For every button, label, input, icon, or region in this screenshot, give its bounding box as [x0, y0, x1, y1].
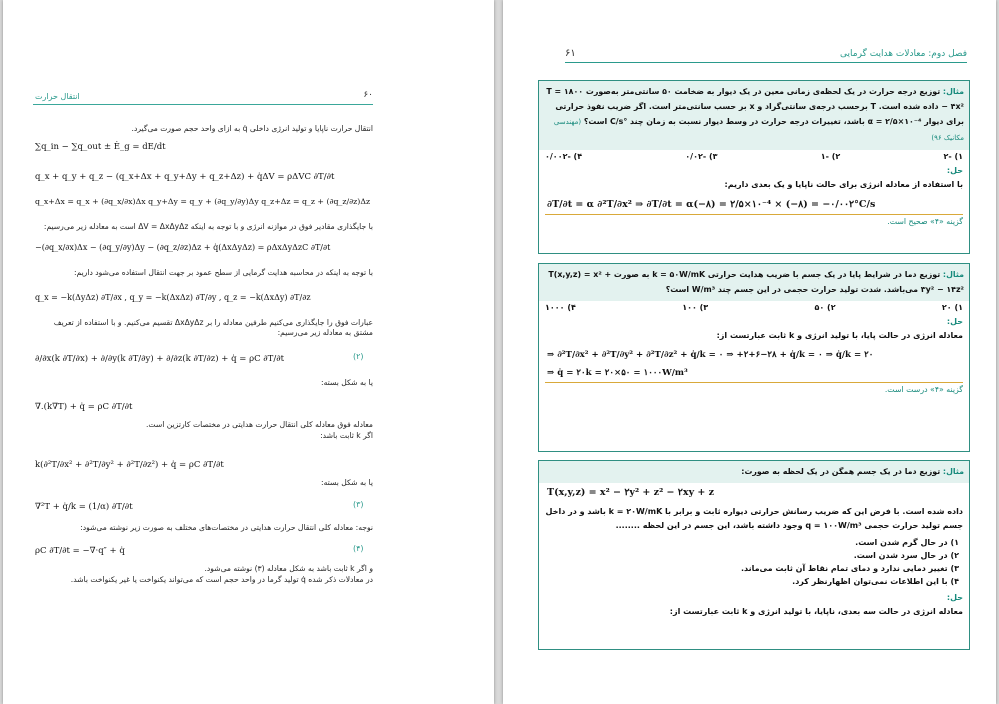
solution-label: حل:	[946, 593, 963, 602]
option[interactable]: ۱) -۲	[943, 152, 963, 161]
example-box	[538, 460, 970, 650]
example-source: (مهندسی مکانیک ۹۶)	[553, 118, 964, 142]
equation: k(∂²T/∂x² + ∂²T/∂y² + ∂²T/∂z²) + q̇ = ρC ∂T/∂t	[35, 460, 224, 470]
choice[interactable]: ۴) با این اطلاعات نمی‌توان اظهارنظر کرد.	[792, 577, 959, 586]
example-question	[539, 81, 969, 150]
right-page-header	[565, 45, 967, 63]
paragraph: انتقال حرارت ناپایا و تولید انرژی داخلی q̇ به ازای واحد حجم صورت می‌گیرد.	[131, 124, 373, 133]
example-tag: مثال:	[942, 270, 964, 279]
solution	[539, 312, 969, 346]
solution	[539, 588, 969, 622]
solution-equation: ⇒ q̇ = ۲۰k = ۲۰×۵۰ = ۱۰۰۰W/m³	[547, 368, 688, 378]
example-question	[539, 264, 969, 301]
equation: q_x + q_y + q_z − (q_x+Δx + q_y+Δy + q_z+Δz) + q̇ΔV = ρΔVC ∂T/∂t	[35, 172, 335, 182]
choice[interactable]: ۱) در حال گرم شدن است.	[855, 538, 959, 547]
options-row	[539, 150, 969, 161]
paragraph: و اگر k ثابت باشد به شکل معادله (۳) نوشته می‌شود.	[204, 564, 373, 573]
left-page-header-title: انتقال حرارت	[35, 92, 80, 101]
question-continuation: داده شده است. با فرض این که ضریب رسانش حرارتی دیواره ثابت و برابر با k = ۲۰W/mK باشد و در داخل جسم تولید حرارت حجمی q = ۱۰۰W/m³ وجود داشته باشد، این جسم در این لحظه ........	[545, 507, 963, 530]
equation: ∇.(k∇T) + q̇ = ρC ∂T/∂t	[35, 402, 133, 412]
equation: q_x = −k(ΔyΔz) ∂T/∂x , q_y = −k(ΔxΔz) ∂T/∂y , q_z = −k(ΔxΔy) ∂T/∂z	[35, 293, 311, 302]
right-page-number: ۶۱	[565, 48, 576, 59]
solution-text: معادله انرژی در حالت سه بعدی، ناپایا، با تولید انرژی و k ثابت عبارتست از:	[669, 607, 963, 616]
option[interactable]: ۴) -۰/۰۰۲	[545, 152, 583, 161]
solution	[539, 161, 969, 195]
left-page-number: ۶۰	[363, 90, 373, 100]
equation-number: (۲)	[353, 352, 364, 361]
equation: ρC ∂T/∂t = −∇·q″ + q̇	[35, 546, 125, 556]
example-question-text: توزیع دما در یک جسم همگن در یک لحظه به صورت:	[741, 467, 941, 476]
paragraph: عبارات فوق را جایگذاری می‌کنیم طرفین معادله را بر ΔxΔyΔz تقسیم می‌کنیم. و با استفاده از تعریف مشتق به معادله زیر می‌رسیم:	[53, 318, 373, 337]
option[interactable]: ۳) -۰/۰۲	[685, 152, 718, 161]
equation: ∂/∂x(k ∂T/∂x) + ∂/∂y(k ∂T/∂y) + ∂/∂z(k ∂T/∂z) + q̇ = ρC ∂T/∂t	[35, 354, 285, 364]
example-box	[538, 80, 970, 254]
equation-number: (۴)	[353, 544, 364, 553]
solution-text: با استفاده از معادله انرژی برای حالت ناپایا و یک بعدی داریم:	[724, 180, 963, 189]
option[interactable]: ۲) -۱	[820, 152, 841, 161]
paragraph: یا به شکل بسته:	[321, 478, 373, 487]
answer: گزینه «۴» درست است.	[884, 385, 963, 394]
left-page-header	[33, 88, 373, 105]
example-tag: مثال:	[942, 87, 964, 96]
paragraph: یا به شکل بسته:	[321, 378, 373, 387]
right-page-header-title: فصل دوم: معادلات هدایت گرمایی	[840, 49, 967, 59]
answer: گزینه «۴» صحیح است.	[887, 217, 963, 226]
choice[interactable]: ۲) در حال سرد شدن است.	[853, 551, 959, 560]
equation: ∇²T + q̇/k = (1/α) ∂T/∂t	[35, 502, 133, 512]
paragraph: اگر k ثابت باشد:	[320, 431, 373, 440]
option[interactable]: ۲) ۵۰	[814, 303, 836, 312]
note-paragraph: نوجه: معادله کلی انتقال حرارت هدایتی در مختصات‌های مختلف به صورت زیر نوشته می‌شود:	[80, 523, 373, 532]
right-page	[503, 0, 996, 704]
option[interactable]: ۴) ۱۰۰۰	[545, 303, 576, 312]
equation-number: (۳)	[353, 500, 364, 509]
equation: ∑q_in − ∑q_out ± Ė_g = dE/dt	[35, 142, 166, 152]
option[interactable]: ۱) ۲۰	[941, 303, 963, 312]
choice[interactable]: ۳) تغییر دمایی ندارد و دمای تمام نقاط آن ثابت می‌ماند.	[740, 564, 959, 573]
left-page	[3, 0, 494, 704]
option[interactable]: ۳) ۱۰۰	[682, 303, 709, 312]
question-equation: T(x,y,z) = x² − ۲y² + z² − ۲xy + z	[547, 487, 715, 498]
example-question-text: توزیع دما در شرایط پایا در یک جسم با ضریب هدایت حرارتی k = ۵۰W/mK به صورت T(x,y,z) = x² + ۳y² − ۱۴z² می‌باشد. شدت تولید حرارت حجمی در این جسم چند W/m³ است؟	[548, 270, 964, 294]
solution-text: معادله انرژی در حالت پایا، با تولید انرژی و k ثابت عبارتست از:	[716, 331, 963, 340]
paragraph: با جایگذاری مقادیر فوق در موازنه انرژی و با توجه به اینکه ΔV = ΔxΔyΔz است به معادله زیر می‌رسیم:	[43, 222, 373, 231]
paragraph: معادله فوق معادله کلی انتقال حرارت هدایتی در مختصات کارتزین است.	[146, 420, 373, 429]
example-question	[539, 461, 969, 483]
equation: q_x+Δx = q_x + (∂q_x/∂x)Δx q_y+Δy = q_y + (∂q_y/∂y)Δy q_z+Δz = q_z + (∂q_z/∂z)Δz	[35, 197, 371, 206]
solution-label: حل:	[946, 166, 963, 175]
paragraph: در معادلات ذکر شده q̇ تولید گرما در واحد حجم است که می‌تواند یکنواخت یا غیر یکنواخت باشد.	[70, 575, 373, 584]
example-tag: مثال:	[942, 467, 964, 476]
example-box	[538, 263, 970, 452]
example-question-text: توزیع درجه حرارت در یک لحظه‌ی زمانی معین در یک دیوار به ضخامت ۵۰ سانتی‌متر به‌صورت T = ۱۸۰۰ − ۴x² داده شده است. T برحسب درجه‌ی سانتی‌گراد و x بر حسب سانتی‌متر است. اگر ضریب نفوذ حرارتی برای دیوار α = ۲/۵×۱۰⁻⁴ باشد، تغییرات درجه حرارت در وسط دیوار نسبت به زمان چند °C/s است؟	[546, 87, 964, 126]
solution-equation: ⇒ ∂²T/∂x² + ∂²T/∂y² + ∂²T/∂z² + q̇/k = ۰ ⇒ +۲+۶−۲۸ + q̇/k = ۰ ⇒ q̇/k = ۲۰	[547, 350, 874, 360]
options-row	[539, 301, 969, 312]
equation: −(∂q_x/∂x)Δx − (∂q_y/∂y)Δy − (∂q_z/∂z)Δz + q̇(ΔxΔyΔz) = ρΔxΔyΔzC ∂T/∂t	[35, 243, 331, 252]
paragraph: با توجه به اینکه در محاسبه هدایت گرمایی از سطح عمود بر جهت انتقال استفاده می‌شود داریم:	[73, 268, 373, 277]
solution-equation: ∂T/∂t = α ∂²T/∂x² ⇒ ∂T/∂t = α(−۸) = ۲/۵×۱۰⁻⁴ × (−۸) = −۰/۰۰۲°C/s	[547, 199, 876, 210]
solution-label: حل:	[946, 317, 963, 326]
